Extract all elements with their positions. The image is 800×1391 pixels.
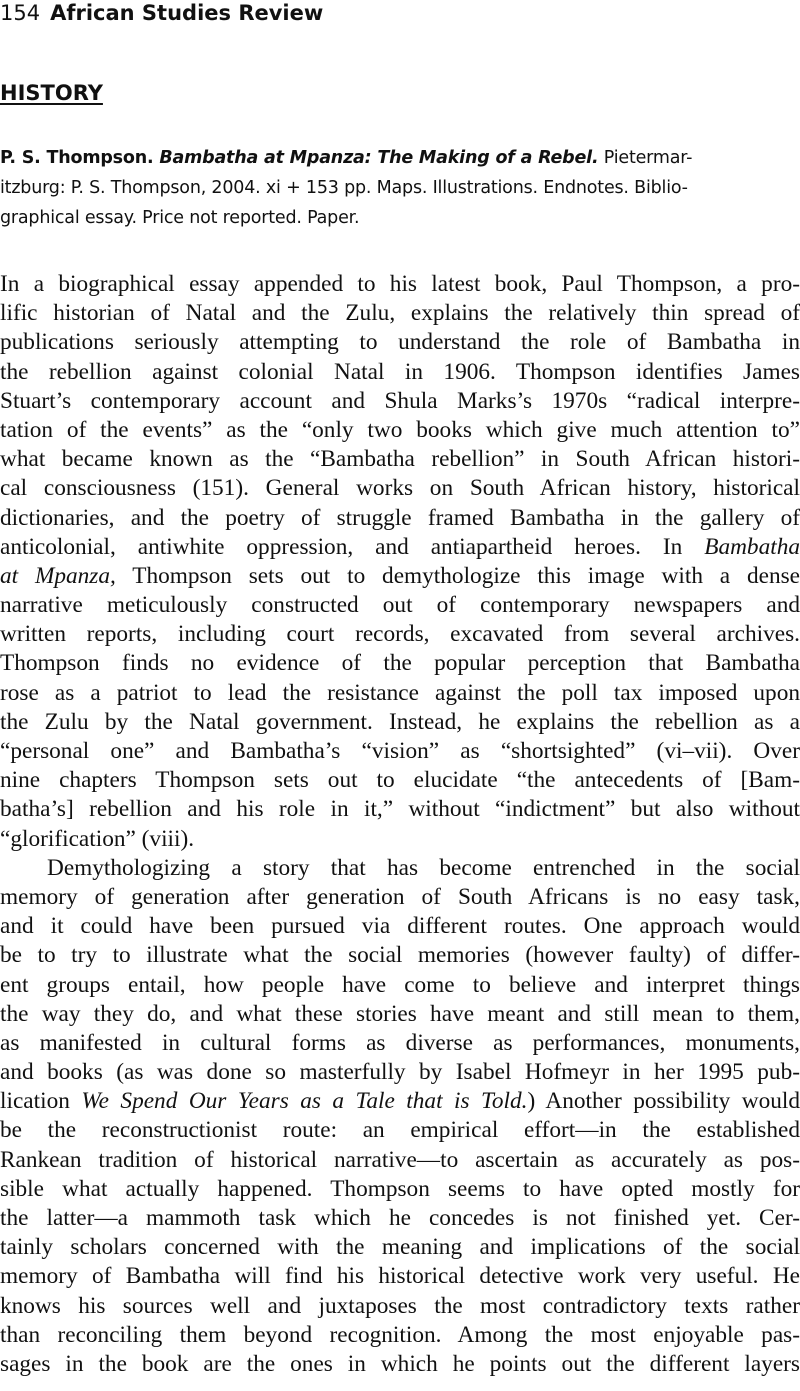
body-text-line — [0, 358, 800, 387]
body-text: Demythologizing a story that has become entrenched in the social — [47, 854, 800, 881]
body-text-line — [0, 766, 800, 795]
body-text: “personal one” and Bambatha’s “vision” as “shortsighted” (vi–vii). Over — [0, 738, 800, 764]
body-text: batha’s] rebellion and his role in it,” without “indictment” but also without — [0, 796, 800, 823]
body-text: be the reconstructionist route: an empirical effort—in the established — [0, 1117, 800, 1144]
body-text-line — [0, 533, 800, 562]
body-text-line — [0, 416, 800, 445]
citation-details: graphical essay. Price not reported. Paper. — [0, 208, 360, 228]
body-text: Thompson finds no evidence of the popular perception that Bambatha — [0, 650, 800, 677]
italic-title-text: We Spend Our Years as a Tale that is Told. — [81, 1088, 528, 1115]
body-text: “glorification” (viii). — [0, 825, 195, 852]
body-text: nine chapters Thompson sets out to elucidate “the antecedents of [Bam- — [0, 767, 800, 794]
body-text: memory of generation after generation of South Africans is no easy task, — [0, 883, 800, 910]
body-text: the rebellion against colonial Natal in 1906. Thompson identifies James — [0, 358, 800, 385]
citation-author: P. S. Thompson. — [0, 148, 154, 168]
body-text: written reports, including court records, excavated from several archives. — [0, 621, 800, 648]
body-text: publications seriously attempting to understand the role of Bambatha in — [0, 329, 800, 356]
body-text-line — [0, 1058, 800, 1087]
body-text-line — [0, 1146, 800, 1175]
citation-line — [0, 143, 796, 173]
body-text-line — [0, 941, 800, 970]
body-text-line — [0, 1087, 800, 1116]
body-text-line — [0, 504, 800, 533]
body-text-line — [0, 620, 800, 649]
body-text-line — [0, 971, 800, 1000]
body-text-line — [0, 562, 800, 591]
body-text: Stuart’s contemporary account and Shula Marks’s 1970s “radical interpre- — [0, 387, 800, 414]
body-text-line — [0, 1116, 800, 1145]
body-text: dictionaries, and the poetry of struggle framed Bambatha in the gallery of — [0, 504, 800, 531]
body-text: anticolonial, antiwhite oppression, and antiapartheid heroes. In — [0, 533, 705, 560]
body-text-line — [0, 1029, 800, 1058]
section-heading: HISTORY — [0, 81, 103, 105]
body-text: the way they do, and what these stories have meant and still mean to them, — [0, 1000, 800, 1027]
body-text: what became known as the “Bambatha rebellion” in South African histori- — [0, 446, 800, 473]
body-text: tainly scholars concerned with the meaning and implications of the social — [0, 1234, 800, 1261]
body-text: sible what actually happened. Thompson seems to have opted mostly for — [0, 1175, 800, 1202]
body-text-line — [0, 387, 800, 416]
body-text-line — [0, 679, 800, 708]
body-text-line — [0, 328, 800, 357]
body-text-line — [0, 270, 800, 299]
body-text-line — [0, 591, 800, 620]
citation-details: Pietermar- — [598, 148, 693, 168]
body-text: sages in the book are the ones in which he points out the different layers — [0, 1350, 800, 1377]
body-text: and it could have been pursued via different routes. One approach would — [0, 913, 800, 940]
body-text: narrative meticulously constructed out of contemporary newspapers and — [0, 592, 800, 619]
body-text-line — [0, 1233, 800, 1262]
citation-bibliographic-title — [0, 148, 598, 168]
page-number: 154 — [0, 1, 41, 25]
journal-title: African Studies Review — [50, 1, 324, 25]
body-text-line — [0, 299, 800, 328]
body-text-line — [0, 883, 800, 912]
body-text-line — [0, 737, 800, 766]
body-text: and books (as was done so masterfully by Isabel Hofmeyr in her 1995 pub- — [0, 1059, 800, 1086]
body-text-line — [0, 474, 800, 503]
citation-book-title: Bambatha at Mpanza: The Making of a Rebel. — [159, 148, 599, 168]
body-text: In a biographical essay appended to his latest book, Paul Thompson, a pro- — [0, 271, 800, 297]
body-text: the latter—a mammoth task which he concedes is not finished yet. Cer- — [0, 1205, 800, 1231]
body-text: Rankean tradition of historical narrative—to ascertain as accurately as pos- — [0, 1146, 800, 1173]
italic-title-text: at Mpanza, — [0, 562, 116, 589]
body-text-line — [0, 795, 800, 824]
body-text-line — [0, 825, 800, 854]
body-text: rose as a patriot to lead the resistance against the poll tax imposed upon — [0, 679, 800, 706]
body-text-line — [0, 445, 800, 474]
body-text: be to try to illustrate what the social memories (however faulty) of differ- — [0, 942, 800, 969]
body-text-line — [0, 1262, 800, 1291]
body-text: cal consciousness (151). General works on South African history, historical — [0, 475, 800, 502]
body-text-line — [0, 854, 800, 883]
body-text-line — [0, 1350, 800, 1379]
body-text-line — [0, 649, 800, 678]
body-text: the Zulu by the Natal government. Instead, he explains the rebellion as a — [0, 708, 800, 735]
citation-line — [0, 203, 796, 233]
body-text: ) Another possibility would — [527, 1088, 800, 1115]
body-text: Thompson sets out to demythologize this image with a dense — [115, 562, 800, 589]
body-text: ent groups entail, how people have come to believe and interpret things — [0, 971, 800, 998]
citation-line — [0, 173, 796, 203]
body-text-line — [0, 708, 800, 737]
running-head — [0, 0, 323, 26]
italic-title-text: Bambatha — [704, 533, 800, 560]
review-body — [0, 270, 800, 1379]
body-text: lication — [0, 1088, 82, 1115]
body-text-line — [0, 1292, 800, 1321]
body-text: knows his sources well and juxtaposes the most contradictory texts rather — [0, 1292, 800, 1319]
body-text: tation of the events” as the “only two books which give much attention to” — [0, 416, 800, 443]
body-text: as manifested in cultural forms as diverse as performances, monuments, — [0, 1029, 800, 1056]
book-citation — [0, 143, 796, 233]
body-text-line — [0, 1175, 800, 1204]
body-text-line — [0, 912, 800, 941]
citation-details: itzburg: P. S. Thompson, 2004. xi + 153 pp. Maps. Illustrations. Endnotes. Biblio- — [0, 178, 688, 198]
body-text: lific historian of Natal and the Zulu, explains the relatively thin spread of — [0, 300, 800, 327]
body-text-line — [0, 1321, 800, 1350]
body-text-line — [0, 1204, 800, 1233]
body-text: memory of Bambatha will find his historical detective work very useful. He — [0, 1263, 800, 1290]
body-text-line — [0, 1000, 800, 1029]
body-text: than reconciling them beyond recognition. Among the most enjoyable pas- — [0, 1321, 800, 1348]
